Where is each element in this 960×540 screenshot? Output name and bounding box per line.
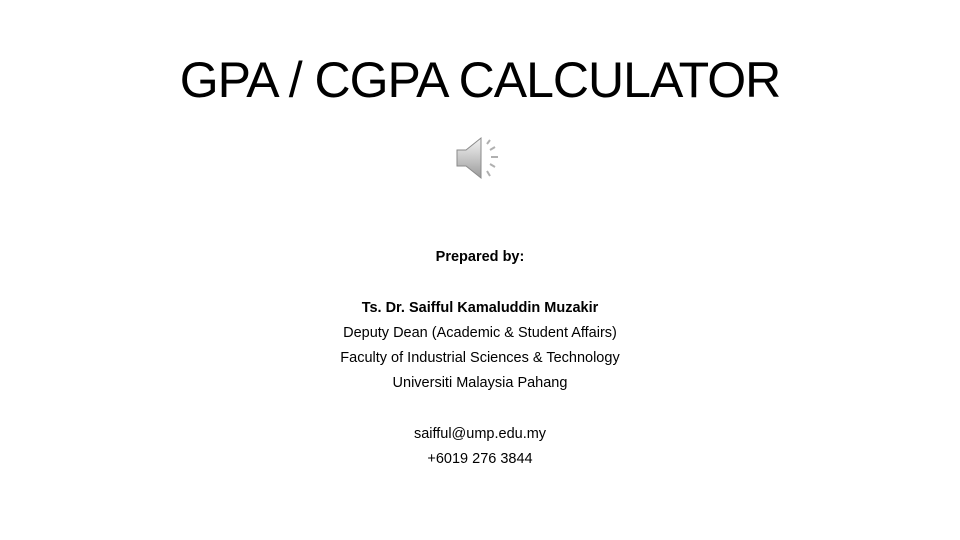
- contact-details: [0, 422, 960, 472]
- author-details: [0, 296, 960, 396]
- contact-phone: +6019 276 3844: [427, 451, 533, 467]
- speaker-icon-graphic: [454, 134, 506, 182]
- author-position: Deputy Dean (Academic & Student Affairs): [343, 325, 617, 341]
- speaker-icon[interactable]: [454, 134, 506, 182]
- author-faculty: Faculty of Industrial Sciences & Technology: [340, 350, 620, 366]
- prepared-by-label: Prepared by:: [435, 249, 525, 265]
- author-university: Universiti Malaysia Pahang: [392, 375, 568, 391]
- author-name: Ts. Dr. Saifful Kamaluddin Muzakir: [361, 300, 599, 316]
- contact-email: saifful@ump.edu.my: [413, 426, 547, 442]
- slide-title: GPA / CGPA CALCULATOR: [179, 52, 781, 108]
